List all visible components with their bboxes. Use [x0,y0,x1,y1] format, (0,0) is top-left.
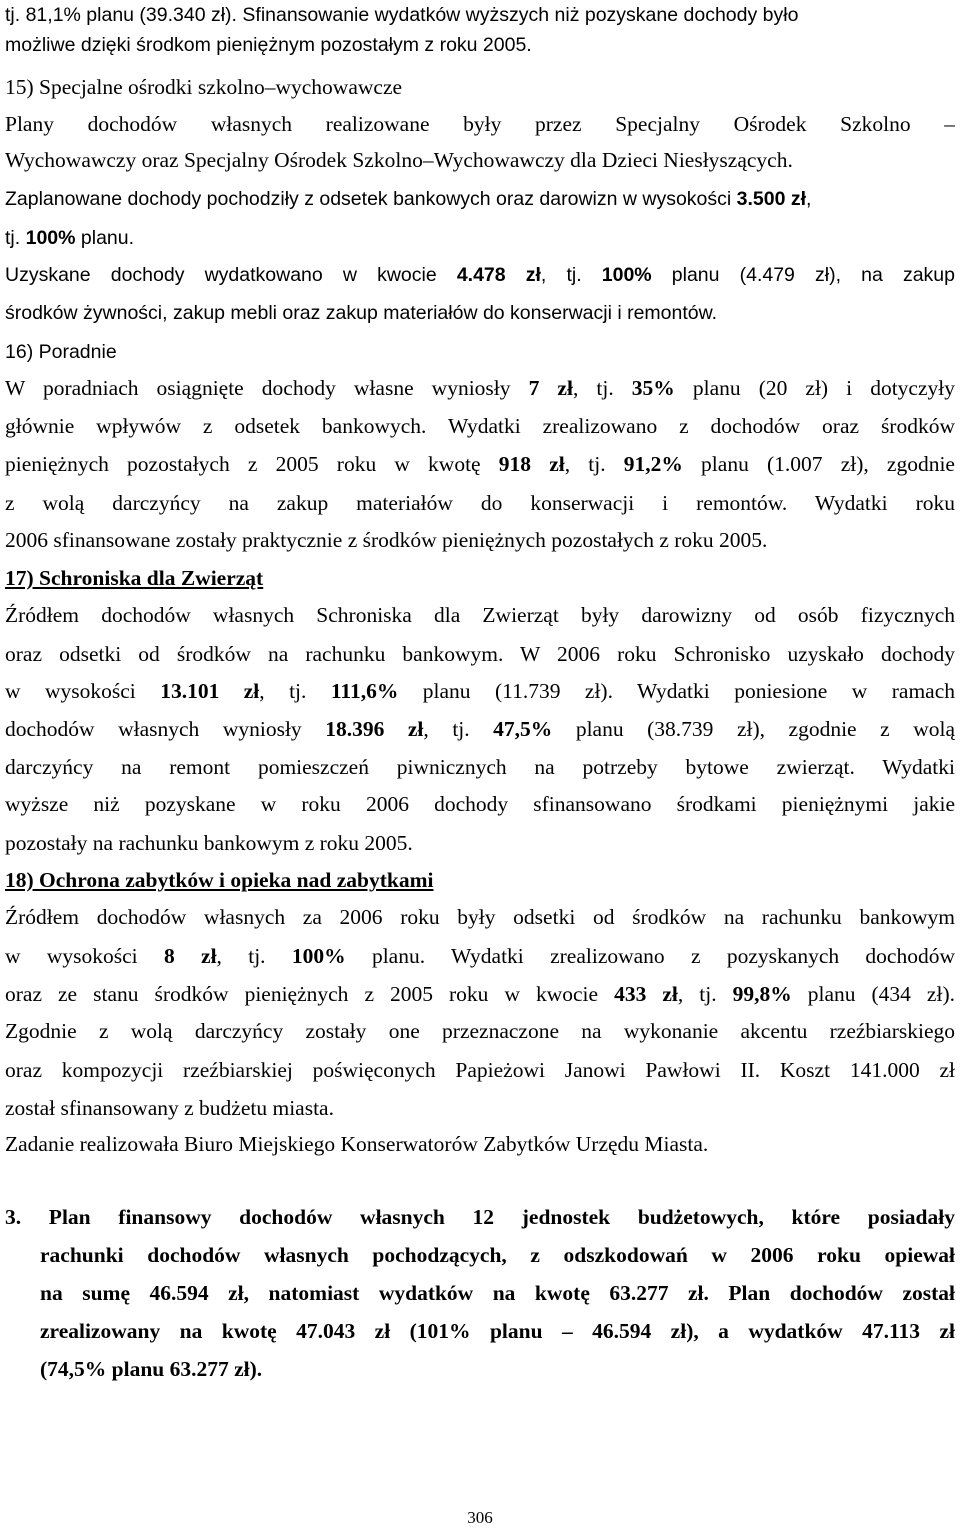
text-segment: planu (38.739 zł), zgodnie z wolą [552,717,955,741]
bold-text: 433 zł [614,982,678,1006]
bold-text: 100% [601,264,652,286]
text-segment: planu. [75,227,135,249]
text-segment: , tj. [259,679,331,703]
text-line [5,525,955,555]
text-line [5,223,955,253]
text-segment: Źródłem dochodów własnych za 2006 roku były odsetki od środków na rachunku bankowym [5,905,955,929]
text-segment: 16) Poradnie [5,341,117,363]
text-segment: 18) Ochrona zabytków i opieka nad zabytkami [5,868,434,892]
text-line [5,260,955,290]
bold-text: 91,2% [623,452,683,476]
section-heading [5,337,955,367]
text-line [5,0,955,30]
section-heading [5,865,955,895]
text-line [5,600,955,630]
bold-text: 35% [631,376,675,400]
page-number: 306 [467,1508,493,1527]
bold-text: 8 zł [163,944,217,968]
text-segment: pozostały na rachunku bankowym z roku 2005. [5,831,413,855]
bold-text: 100% [25,227,76,249]
text-line [5,488,955,518]
text-line [5,184,955,214]
text-segment: oraz ze stanu środków pieniężnych z 2005 roku w kwocie [5,982,615,1006]
text-line [5,902,955,932]
text-segment: , tj. [677,982,733,1006]
bold-text: 100% [291,944,346,968]
text-segment: Zaplanowane dochody pochodziły z odsetek bankowych oraz darowizn w wysokości [5,188,737,210]
text-segment: , [806,188,812,210]
text-line [5,828,955,858]
text-segment: możliwe dzięki środkom pieniężnym pozostałym z roku 2005. [5,34,532,56]
text-segment: środków żywności, zakup mebli oraz zakup materiałów do konserwacji i remontów. [5,302,718,324]
text-segment: na sumę 46.594 zł, natomiast wydatków na kwotę 63.277 zł. Plan dochodów został [40,1281,955,1305]
text-segment: w wysokości [5,679,161,703]
text-segment: planu. Wydatki zrealizowano z pozyskanych dochodów [345,944,955,968]
bold-text: 918 zł [498,452,565,476]
text-segment: Zgodnie z wolą darczyńcy zostały one przeznaczone na wykonanie akcentu rzeźbiarskiego [5,1019,955,1043]
text-line [5,639,955,669]
text-segment: , tj. [423,717,494,741]
text-line [5,1055,955,1085]
text-segment: zrealizowany na kwotę 47.043 zł (101% planu – 46.594 zł), a wydatków 47.113 zł [40,1319,955,1343]
text-segment: Uzyskane dochody wydatkowano w kwocie [5,264,457,286]
text-line [5,1093,955,1123]
text-segment: oraz odsetki od środków na rachunku bankowym. W 2006 roku Schronisko uzyskało dochody [5,642,955,666]
text-line [5,449,955,479]
text-segment: dochodów własnych wyniosły [5,717,326,741]
text-segment: (74,5% planu 63.277 zł). [40,1357,263,1381]
text-line [5,789,955,819]
text-line [5,676,955,706]
text-segment: 3. Plan finansowy dochodów własnych 12 jednostek budżetowych, które posiadały [5,1205,955,1229]
text-segment: darczyńcy na remont pomieszczeń piwnicznych na potrzeby bytowe zwierząt. Wydatki [5,755,955,779]
bold-text: 111,6% [330,679,399,703]
text-segment: W poradniach osiągnięte dochody własne wyniosły [5,376,529,400]
text-line [5,145,955,175]
text-segment: tj. 81,1% planu (39.340 zł). Sfinansowanie wydatków wyższych niż pozyskane dochody było [5,4,799,26]
text-segment: został sfinansowany z budżetu miasta. [5,1096,334,1120]
bold-text: 3.500 zł [736,188,807,210]
text-segment: planu (4.479 zł), na zakup [651,264,955,286]
text-segment: z wolą darczyńcy na zakup materiałów do konserwacji i remontów. Wydatki roku [5,491,955,515]
text-line [5,109,955,139]
bold-text: 4.478 zł [456,264,541,286]
text-line [5,373,955,403]
text-segment: Źródłem dochodów własnych Schroniska dla Zwierząt były darowizny od osób fizycznych [5,603,955,627]
text-segment: głównie wpływów z odsetek bankowych. Wydatki zrealizowano z dochodów oraz środków [5,414,955,438]
text-segment: Zadanie realizowała Biuro Miejskiego Konserwatorów Zabytków Urzędu Miasta. [5,1132,709,1156]
text-line [5,411,955,441]
text-segment: Plany dochodów własnych realizowane były przez Specjalny Ośrodek Szkolno – [5,112,955,136]
text-segment: planu (20 zł) i dotyczyły [674,376,955,400]
bold-text: 7 zł [528,376,573,400]
text-segment: pieniężnych pozostałych z 2005 roku w kwotę [5,452,499,476]
text-segment: planu (434 zł). [791,982,955,1006]
text-segment: , tj. [540,264,602,286]
text-segment: , tj. [216,944,292,968]
bold-text: 99,8% [732,982,792,1006]
text-line [5,298,955,328]
bold-text: 47,5% [493,717,553,741]
numbered-item-line [40,1354,955,1384]
text-segment: 15) Specjalne ośrodki szkolno–wychowawcze [5,75,403,99]
text-line [5,941,955,971]
text-segment: rachunki dochodów własnych pochodzących, z odszkodowań w 2006 roku opiewał [40,1243,955,1267]
numbered-item-line [5,1202,955,1232]
text-line [5,1016,955,1046]
text-segment: oraz kompozycji rzeźbiarskiej poświęconych Papieżowi Janowi Pawłowi II. Koszt 141.000 zł [5,1058,955,1082]
text-line [5,714,955,744]
text-segment: , tj. [572,376,632,400]
text-line [5,979,955,1009]
text-segment: planu (11.739 zł). Wydatki poniesione w ramach [398,679,955,703]
text-line [5,1129,955,1159]
section-heading [5,72,955,102]
text-segment: planu (1.007 zł), zgodnie [682,452,955,476]
text-segment: , tj. [564,452,624,476]
text-segment: tj. [5,227,26,249]
bold-text: 13.101 zł [160,679,260,703]
bold-text: 18.396 zł [325,717,424,741]
text-segment: 2006 sfinansowane zostały praktycznie z środków pieniężnych pozostałych z roku 2005. [5,528,768,552]
text-segment: w wysokości [5,944,164,968]
text-line [5,30,955,60]
section-heading [5,563,955,593]
text-segment: Wychowawczy oraz Specjalny Ośrodek Szkolno–Wychowawczy dla Dzieci Niesłyszących. [5,148,793,172]
text-line [5,752,955,782]
numbered-item-line [40,1278,955,1308]
numbered-item-line [40,1316,955,1346]
text-segment: wyższe niż pozyskane w roku 2006 dochody sfinansowano środkami pieniężnymi jakie [5,792,955,816]
numbered-item-line [40,1240,955,1270]
text-segment: 17) Schroniska dla Zwierząt [5,566,264,590]
